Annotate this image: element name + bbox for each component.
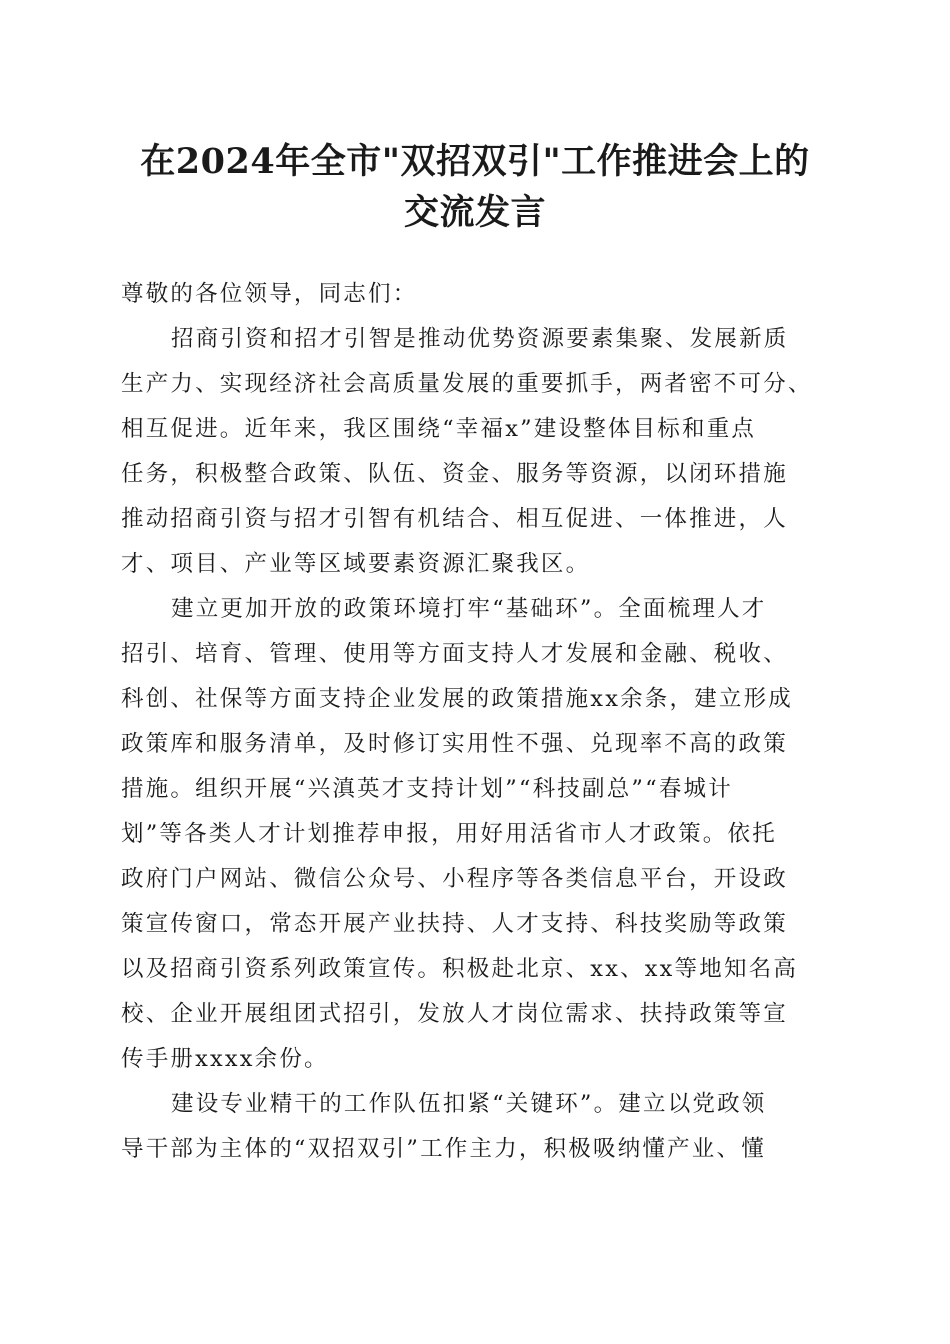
paragraph-line: 政府门户网站、微信公众号、小程序等各类信息平台，开设政: [121, 866, 788, 892]
paragraph-line: 政策库和服务清单，及时修订实用性不强、兑现率不高的政策: [121, 731, 788, 757]
salutation: 尊敬的各位领导，同志们：: [121, 281, 418, 307]
paragraph-line: 策宣传窗口，常态开展产业扶持、人才支持、科技奖励等政策: [121, 911, 788, 937]
paragraph-line: 招引、培育、管理、使用等方面支持人才发展和金融、税收、: [121, 641, 788, 667]
title-line-2: 交流发言: [403, 192, 546, 233]
paragraph-line: 措施。组织开展“兴滇英才支持计划”“科技副总”“春城计: [121, 776, 733, 802]
paragraph-line: 建立更加开放的政策环境打牢“基础环”。全面梳理人才: [171, 596, 767, 622]
paragraph-line: 招商引资和招才引智是推动优势资源要素集聚、发展新质: [171, 326, 789, 352]
paragraph-line: 建设专业精干的工作队伍扣紧“关键环”。建立以党政领: [171, 1091, 767, 1117]
document-title: [100, 136, 850, 238]
paragraph-line: 生产力、实现经济社会高质量发展的重要抓手，两者密不可分、: [121, 371, 813, 397]
paragraph-line: 才、项目、产业等区域要素资源汇聚我区。: [121, 551, 591, 577]
paragraph-line: 划”等各类人才计划推荐申报，用好用活省市人才政策。依托: [121, 821, 777, 847]
paragraph-line: 任务，积极整合政策、队伍、资金、服务等资源，以闭环措施: [121, 461, 788, 487]
paragraph-line: 以及招商引资系列政策宣传。积极赴北京、xx、xx等地知名高: [121, 956, 799, 982]
paragraph-line: 传手册xxxx余份。: [121, 1046, 329, 1072]
paragraph-line: 推动招商引资与招才引智有机结合、相互促进、一体推进，人: [121, 506, 788, 532]
paragraph-line: 导干部为主体的“双招双引”工作主力，积极吸纳懂产业、懂: [121, 1136, 766, 1162]
title-line-1: 在2024年全市"双招双引"工作推进会上的: [140, 141, 810, 182]
paragraph-line: 校、企业开展组团式招引，发放人才岗位需求、扶持政策等宣: [121, 1001, 788, 1027]
paragraph-line: 相互促进。近年来，我区围绕“幸福x”建设整体目标和重点: [121, 416, 757, 442]
paragraph-line: 科创、社保等方面支持企业发展的政策措施xx余条，建立形成: [121, 686, 793, 712]
